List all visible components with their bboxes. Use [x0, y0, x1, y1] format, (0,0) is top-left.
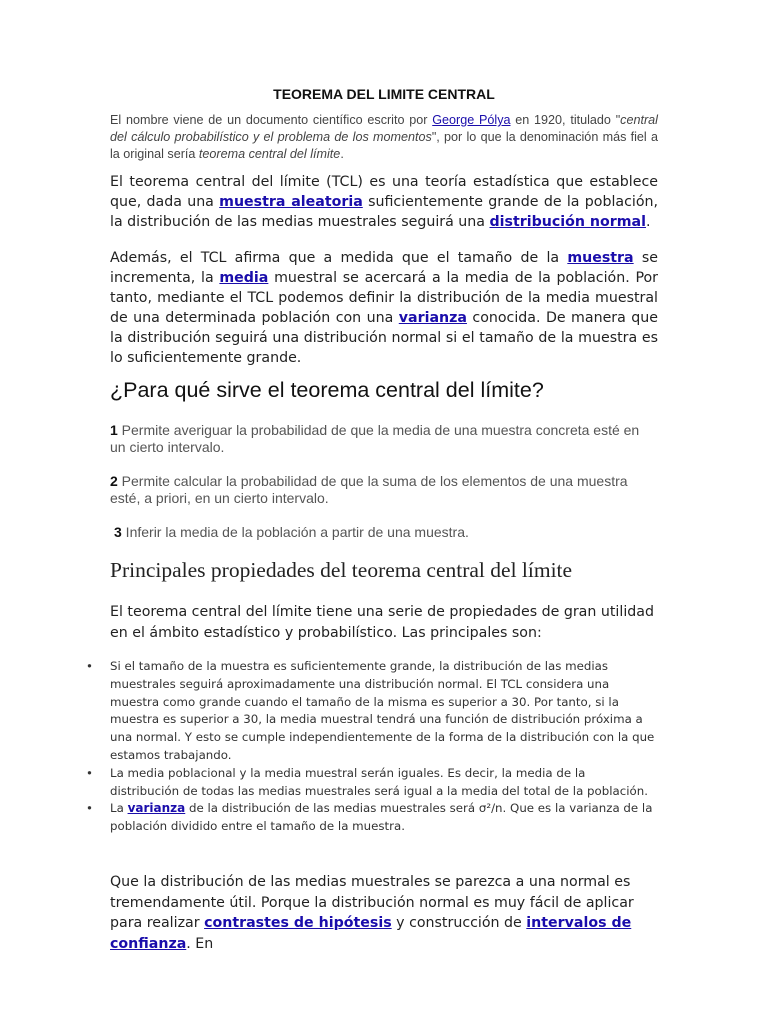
- list-item: [86, 800, 658, 836]
- paragraph-text: El teorema central del límite (TCL) es una teoría estadística que establece que, dada una: [110, 174, 658, 210]
- intro-text: .: [340, 147, 344, 161]
- contrastes-de-hipotesis-link[interactable]: contrastes de hipótesis: [204, 915, 392, 931]
- paragraph-text: conocida. De manera que la distribución seguirá una distribución normal si el tamaño de la muestra es lo suficientemente grande.: [110, 310, 658, 366]
- bullet-icon: •: [86, 801, 93, 816]
- intro-text: en 1920, titulado ": [510, 113, 621, 127]
- paragraph-text: . En: [186, 935, 214, 952]
- use-number: 1: [110, 422, 118, 438]
- distribucion-normal-link[interactable]: distribución normal: [489, 214, 646, 230]
- paragraph-text: se incrementa, la: [110, 250, 658, 286]
- bullet-icon: •: [86, 659, 93, 673]
- list-item-text: Si el tamaño de la muestra es suficientemente grande, la distribución de las medias muestrales seguirá aproximadamente una distribución normal. El TCL considera una muestra como grande cuando el tamaño de la misma es superior a 30. Por tanto, si la muestra es superior a 30, la media muestral tendrá una función de distribución próxima a una normal. Y esto se cumple independientemente de la forma de la distribución con la que estamos trabajando.: [110, 659, 655, 762]
- list-item-text: La: [110, 801, 128, 816]
- intervalos-de-confianza-link[interactable]: intervalos de confianza: [110, 915, 632, 952]
- properties-list: [86, 658, 658, 836]
- varianza-link[interactable]: varianza: [398, 310, 467, 326]
- paragraph-text: y construcción de: [391, 915, 527, 931]
- use-text: Inferir la media de la población a partir de una muestra.: [121, 524, 469, 540]
- intro-text: ", por lo que la denominación más fiel a la original sería: [110, 130, 658, 161]
- document-title: TEOREMA DEL LIMITE CENTRAL: [273, 86, 495, 102]
- use-text: Permite averiguar la probabilidad de que la media de una muestra concreta esté en un cierto intervalo.: [110, 422, 640, 455]
- tcl-definition-paragraph: [110, 172, 658, 232]
- varianza-link[interactable]: varianza: [127, 801, 186, 816]
- use-item-2: [110, 473, 658, 507]
- use-text: Permite calcular la probabilidad de que la suma de los elementos de una muestra esté, a priori, en un cierto intervalo.: [110, 473, 628, 506]
- paragraph-text: suficientemente grande de la población, la distribución de las medias muestrales seguirá una: [110, 194, 659, 230]
- paragraph-text: .: [646, 214, 651, 230]
- list-item-text: de la distribución de las medias muestrales será σ²/n. Que es la varianza de la población dividido entre el tamaño de la muestra.: [110, 801, 653, 834]
- media-link[interactable]: media: [219, 270, 269, 286]
- use-item-1: [110, 422, 658, 456]
- use-item-3: [114, 524, 662, 541]
- paragraph-text: muestral se acercará a la media de la población. Por tanto, mediante el TCL podemos definir la distribución de la media muestral de una determinada población con una: [110, 270, 659, 326]
- uses-heading: ¿Para qué sirve el teorema central del límite?: [110, 378, 544, 402]
- intro-paragraph: [110, 112, 658, 163]
- muestra-link[interactable]: muestra: [567, 250, 634, 266]
- intro-italic-title: central del cálculo probabilístico y el problema de los momentos: [110, 113, 658, 144]
- paragraph-text: Que la distribución de las medias muestrales se parezca a una normal es tremendamente útil. Porque la distribución normal es muy fácil de aplicar para realizar: [110, 874, 634, 931]
- properties-heading: Principales propiedades del teorema central del límite: [110, 558, 573, 582]
- list-item: [86, 658, 658, 765]
- intro-text: El nombre viene de un documento científico escrito por: [110, 113, 433, 127]
- intro-italic-name: teorema central del límite: [198, 147, 341, 161]
- tcl-detail-paragraph: [110, 248, 658, 368]
- list-item: [86, 765, 658, 801]
- bullet-icon: •: [86, 765, 93, 780]
- george-polya-link[interactable]: George Pólya: [432, 113, 511, 127]
- paragraph-text: Además, el TCL afirma que a medida que el tamaño de la: [110, 250, 568, 266]
- list-item-text: La media poblacional y la media muestral serán iguales. Es decir, la media de la distribución de todas las medias muestrales será igual a la media del total de la población.: [110, 765, 648, 798]
- use-number: 3: [114, 524, 122, 540]
- use-number: 2: [110, 473, 118, 489]
- muestra-aleatoria-link[interactable]: muestra aleatoria: [219, 194, 363, 210]
- properties-intro-paragraph: El teorema central del límite tiene una serie de propiedades de gran utilidad en el ámbito estadístico y probabilístico. Las principales son:: [110, 604, 654, 641]
- closing-paragraph: [110, 872, 658, 954]
